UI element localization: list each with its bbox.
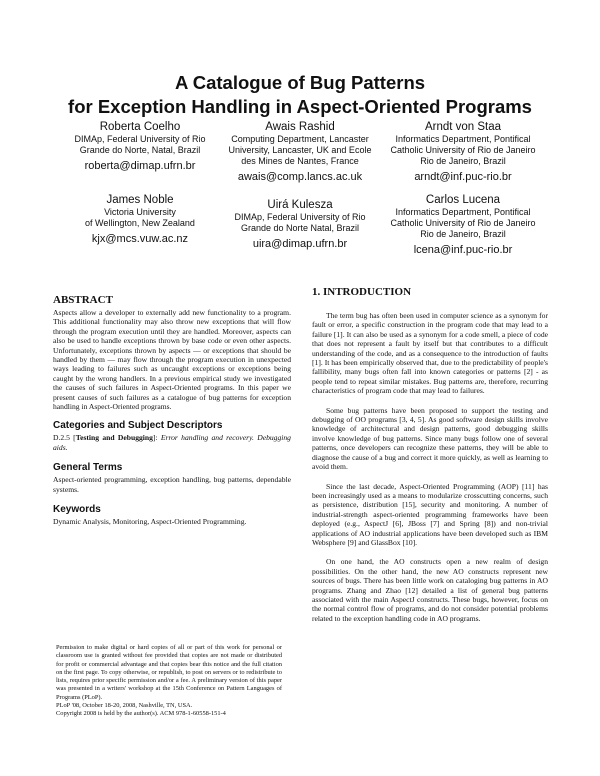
author-block [205,120,395,184]
paper-title-line2: for Exception Handling in Aspect-Oriented Programs [68,96,532,117]
author-email[interactable]: lcena@inf.puc-rio.br [413,244,513,256]
intro-paragraph: Since the last decade, Aspect-Oriented Programming (AOP) [11] has been increasingly used as a means to modularize crosscutting concerns, such as persistence, distribution [15], security and monitoring. A number of industrial-strength aspect-oriented programming frameworks have been deployed (e.g., AspectJ [6], JBoss [7] and Spring [8]) and non-trivial applications of AO industrial applications have been developed such as IBM Websphere [9] and GlassBox [10]. [312,481,548,547]
author-email[interactable]: roberta@dimap.ufrn.br [84,160,196,172]
categories-code: D.2.5 [ [53,433,76,443]
author-affiliation: University, Lancaster, UK and Ecole [228,145,372,155]
categories-mid: ]: [152,433,161,443]
intro-paragraph: The term bug has often been used in computer science as a synonym for fault or error, a specific construction in the program code that may lead to a failure [1]. It can also be used as a synonym for a code smell, a piece of code that does not represent a fault by itself but that contributes to a difficult understanding of the code, and as a consequence to the introduction of faults [1]. It has been empirically observed that, due to the predictability of people's fallibility, many bugs often fall into known categories or patterns [2] - as people tend to repeat similar mistakes. Bug patterns are, therefore, recurring characteristics of program code that may lead to failures. [312,311,548,396]
abstract-heading: ABSTRACT [53,294,113,306]
abstract-text: Aspects allow a developer to externally add new functionality to a program. This additional functionality may also throw new exceptions that will flow through the program execution until they are handled. Moreover, aspects can also be used to handle exceptions thrown by base code or even other aspects. Unfortunately, exceptions thrown by aspects — or exceptions that should be handled by them — may flow through the program execution in unexpected ways leading to failures such as uncaught exceptions or exceptions being caught by the wrong handlers. In a previous empirical study we investigated the causes of such failures in Aspect-Oriented programs. In this paper we present causes of such failures as a catalogue of bug patterns for exception handling in Aspect-Oriented programs. [53,308,291,412]
author-affiliation: Grande do Norte Natal, Brazil [240,223,360,233]
author-block [368,193,558,257]
author-email[interactable]: uira@dimap.ufrn.br [252,238,348,250]
intro-paragraph: Some bug patterns have been proposed to support the testing and debugging of OO programs [3, 4, 5]. As good software design skills involve knowledge of architectural and design patterns, good debugging skills involve knowledge of bug patterns. Since many bugs follow one of several patterns, once developers can recognize these patterns, they will be able to diagnose the cause of a bug and correct it more quickly, as well as learning to avoid them. [312,405,548,472]
general-terms-text: Aspect-oriented programming, exception handling, bug patterns, dependable systems. [53,475,291,494]
general-terms-heading: General Terms [53,462,123,474]
permission-text: Permission to make digital or hard copies of all or part of this work for personal or classroom use is granted without fee provided that copies are not made or distributed for profit or commercial advantage and that copies bear this notice and the full citation on the first page. To copy otherwise, or republish, to post on servers or to redistribute to lists, requires prior specific permission and/or a fee. A preliminary version of this paper was presented in a writers' workshop at the 15th Conference on Pattern Languages of Programs (PLoP). [56,644,282,701]
author-name: Uirá Kulesza [267,199,333,211]
author-name: Awais Rashid [265,121,335,133]
intro-paragraph: On one hand, the AO constructs open a new realm of design possibilities. On the other hand, the new AO constructs represent new sources of bugs. There has been little work on cataloging bug patterns in AO programs. Zhang and Zhao [12] detailed a list of general bug patterns associated with the main AspectJ constructs. These bugs, however, focus on the normal control flow of programs, and do not consider potential problems related to the exception handling code in AO programs. [312,557,548,623]
author-email[interactable]: arndt@inf.puc-rio.br [414,171,512,183]
author-affiliation: Computing Department, Lancaster [231,134,369,144]
categories-bold: Testing and Debugging [75,433,153,443]
author-affiliation: Informatics Department, Pontifical [395,207,531,217]
permission-conference: PLoP '08, October 18-20, 2008, Nashville, TN, USA. [56,702,193,710]
permission-copyright: Copyright 2008 is held by the author(s). ACM 978-1-60558-151-4 [56,710,226,718]
author-name: Arndt von Staa [424,121,502,133]
author-affiliation: Grande do Norte, Natal, Brazil [79,145,201,155]
author-affiliation: DIMAp, Federal University of Rio [234,212,366,222]
author-email[interactable]: kjx@mcs.vuw.ac.nz [91,233,189,245]
categories-text [53,433,291,452]
keywords-text: Dynamic Analysis, Monitoring, Aspect-Oriented Programming. [53,517,247,527]
author-affiliation: des Mines de Nantes, France [241,156,359,166]
author-affiliation: of Wellington, New Zealand [85,218,195,228]
author-affiliation: Victoria University [104,207,176,217]
author-affiliation: Catholic University of Rio de Janeiro [390,218,536,228]
left-column [53,294,291,527]
categories-italic: Error handling and recovery. Debugging aids. [53,433,291,452]
right-column [312,286,548,623]
author-affiliation: Catholic University of Rio de Janeiro [390,145,536,155]
author-affiliation: DIMAp, Federal University of Rio [74,134,206,144]
author-block [205,198,395,251]
introduction-heading: 1. INTRODUCTION [312,286,412,298]
author-affiliation: Rio de Janeiro, Brazil [420,156,506,166]
author-block [368,120,558,184]
permission-block [56,644,282,719]
author-name: Carlos Lucena [425,194,501,206]
author-affiliation: Rio de Janeiro, Brazil [420,229,506,239]
author-name: Roberta Coelho [99,121,181,133]
keywords-heading: Keywords [53,504,101,516]
author-email[interactable]: awais@comp.lancs.ac.uk [237,171,363,183]
author-affiliation: Informatics Department, Pontifical [395,134,531,144]
author-name: James Noble [106,194,174,206]
categories-heading: Categories and Subject Descriptors [53,420,223,432]
paper-title-line1: A Catalogue of Bug Patterns [174,72,426,93]
